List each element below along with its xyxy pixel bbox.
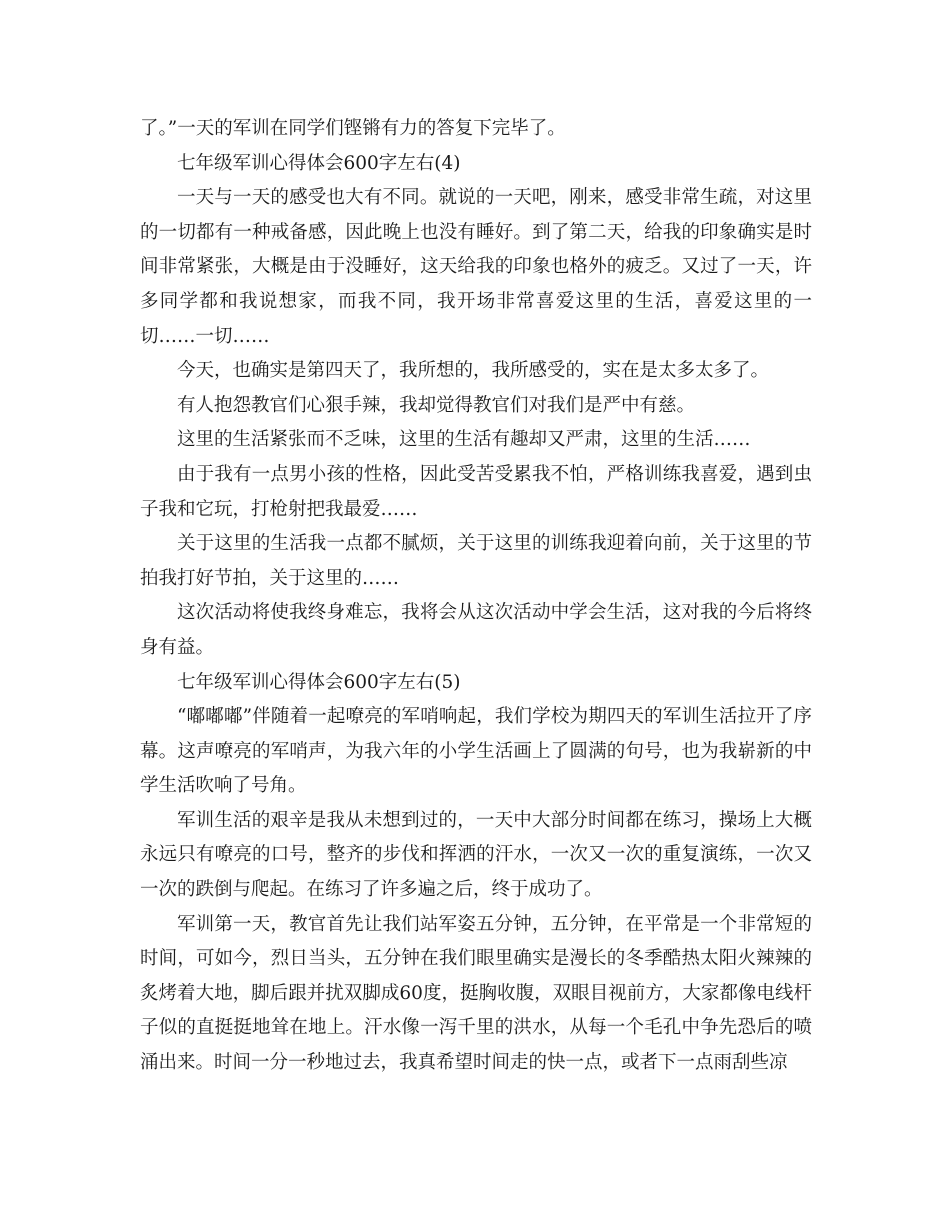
- section-heading-5: 七年级军训心得体会600字左右(5): [177, 671, 461, 693]
- paragraph-continuation: 了。”一天的军训在同学们铿锵有力的答复下完毕了。: [140, 118, 566, 139]
- paragraph: “嘟嘟嘟”伴随着一起嘹亮的军哨响起，我们学校为期四天的军训生活拉开了序幕。这声嘹亮的军哨声，为我六年的小学生活画上了圆满的句号，也为我崭新的中学生活吹响了号角。: [140, 706, 812, 797]
- section-heading-4: 七年级军训心得体会600字左右(4): [177, 152, 461, 174]
- paragraph: 一天与一天的感受也大有不同。就说的一天吧，刚来，感受非常生疏，对这里的一切都有一种戒备感，因此晚上也没有睡好。到了第二天，给我的印象确实是时间非常紧张，大概是由于没睡好，这天给我的印象也格外的疲乏。又过了一天，许多同学都和我说想家，而我不同，我开场非常喜爱这里的生活，喜爱这里的一切……一切……: [140, 187, 812, 347]
- paragraph: 这里的生活紧张而不乏味，这里的生活有趣却又严肃，这里的生活……: [177, 429, 751, 451]
- paragraph: 这次活动将使我终身难忘，我将会从这次活动中学会生活，这对我的今后将终身有益。: [140, 602, 812, 658]
- paragraph: 军训生活的艰辛是我从未想到过的，一天中大部分时间都在练习，操场上大概永远只有嘹亮的口号，整齐的步伐和挥洒的汗水，一次又一次的重复演练，一次又一次的跌倒与爬起。在练习了许多遍之后，终于成功了。: [140, 809, 812, 901]
- paragraph: 关于这里的生活我一点都不腻烦，关于这里的训练我迎着向前，关于这里的节拍我打好节拍，关于这里的……: [140, 533, 812, 589]
- paragraph: 由于我有一点男小孩的性格，因此受苦受累我不怕，严格训练我喜爱，遇到虫子我和它玩，打枪射把我最爱……: [140, 463, 812, 520]
- paragraph: 军训第一天，教官首先让我们站军姿五分钟，五分钟，在平常是一个非常短的时间，可如今，烈日当头，五分钟在我们眼里确实是漫长的冬季酷热太阳火辣辣的炙烤着大地，脚后跟并扰双脚成60度，挺胸收腹，双眼目视前方，大家都像电线杆子似的直挺挺地耸在地上。汗水像一泻千里的洪水，从每一个毛孔中争先恐后的喷涌出来。时间一分一秒地过去，我真希望时间走的快一点，或者下一点雨刮些凉: [140, 913, 812, 1074]
- paragraph: 有人抱怨教官们心狠手辣，我却觉得教官们对我们是严中有慈。: [177, 394, 696, 416]
- paragraph: 今天，也确实是第四天了，我所想的，我所感受的，实在是太多太多了。: [177, 360, 770, 382]
- document-body: [140, 112, 812, 1081]
